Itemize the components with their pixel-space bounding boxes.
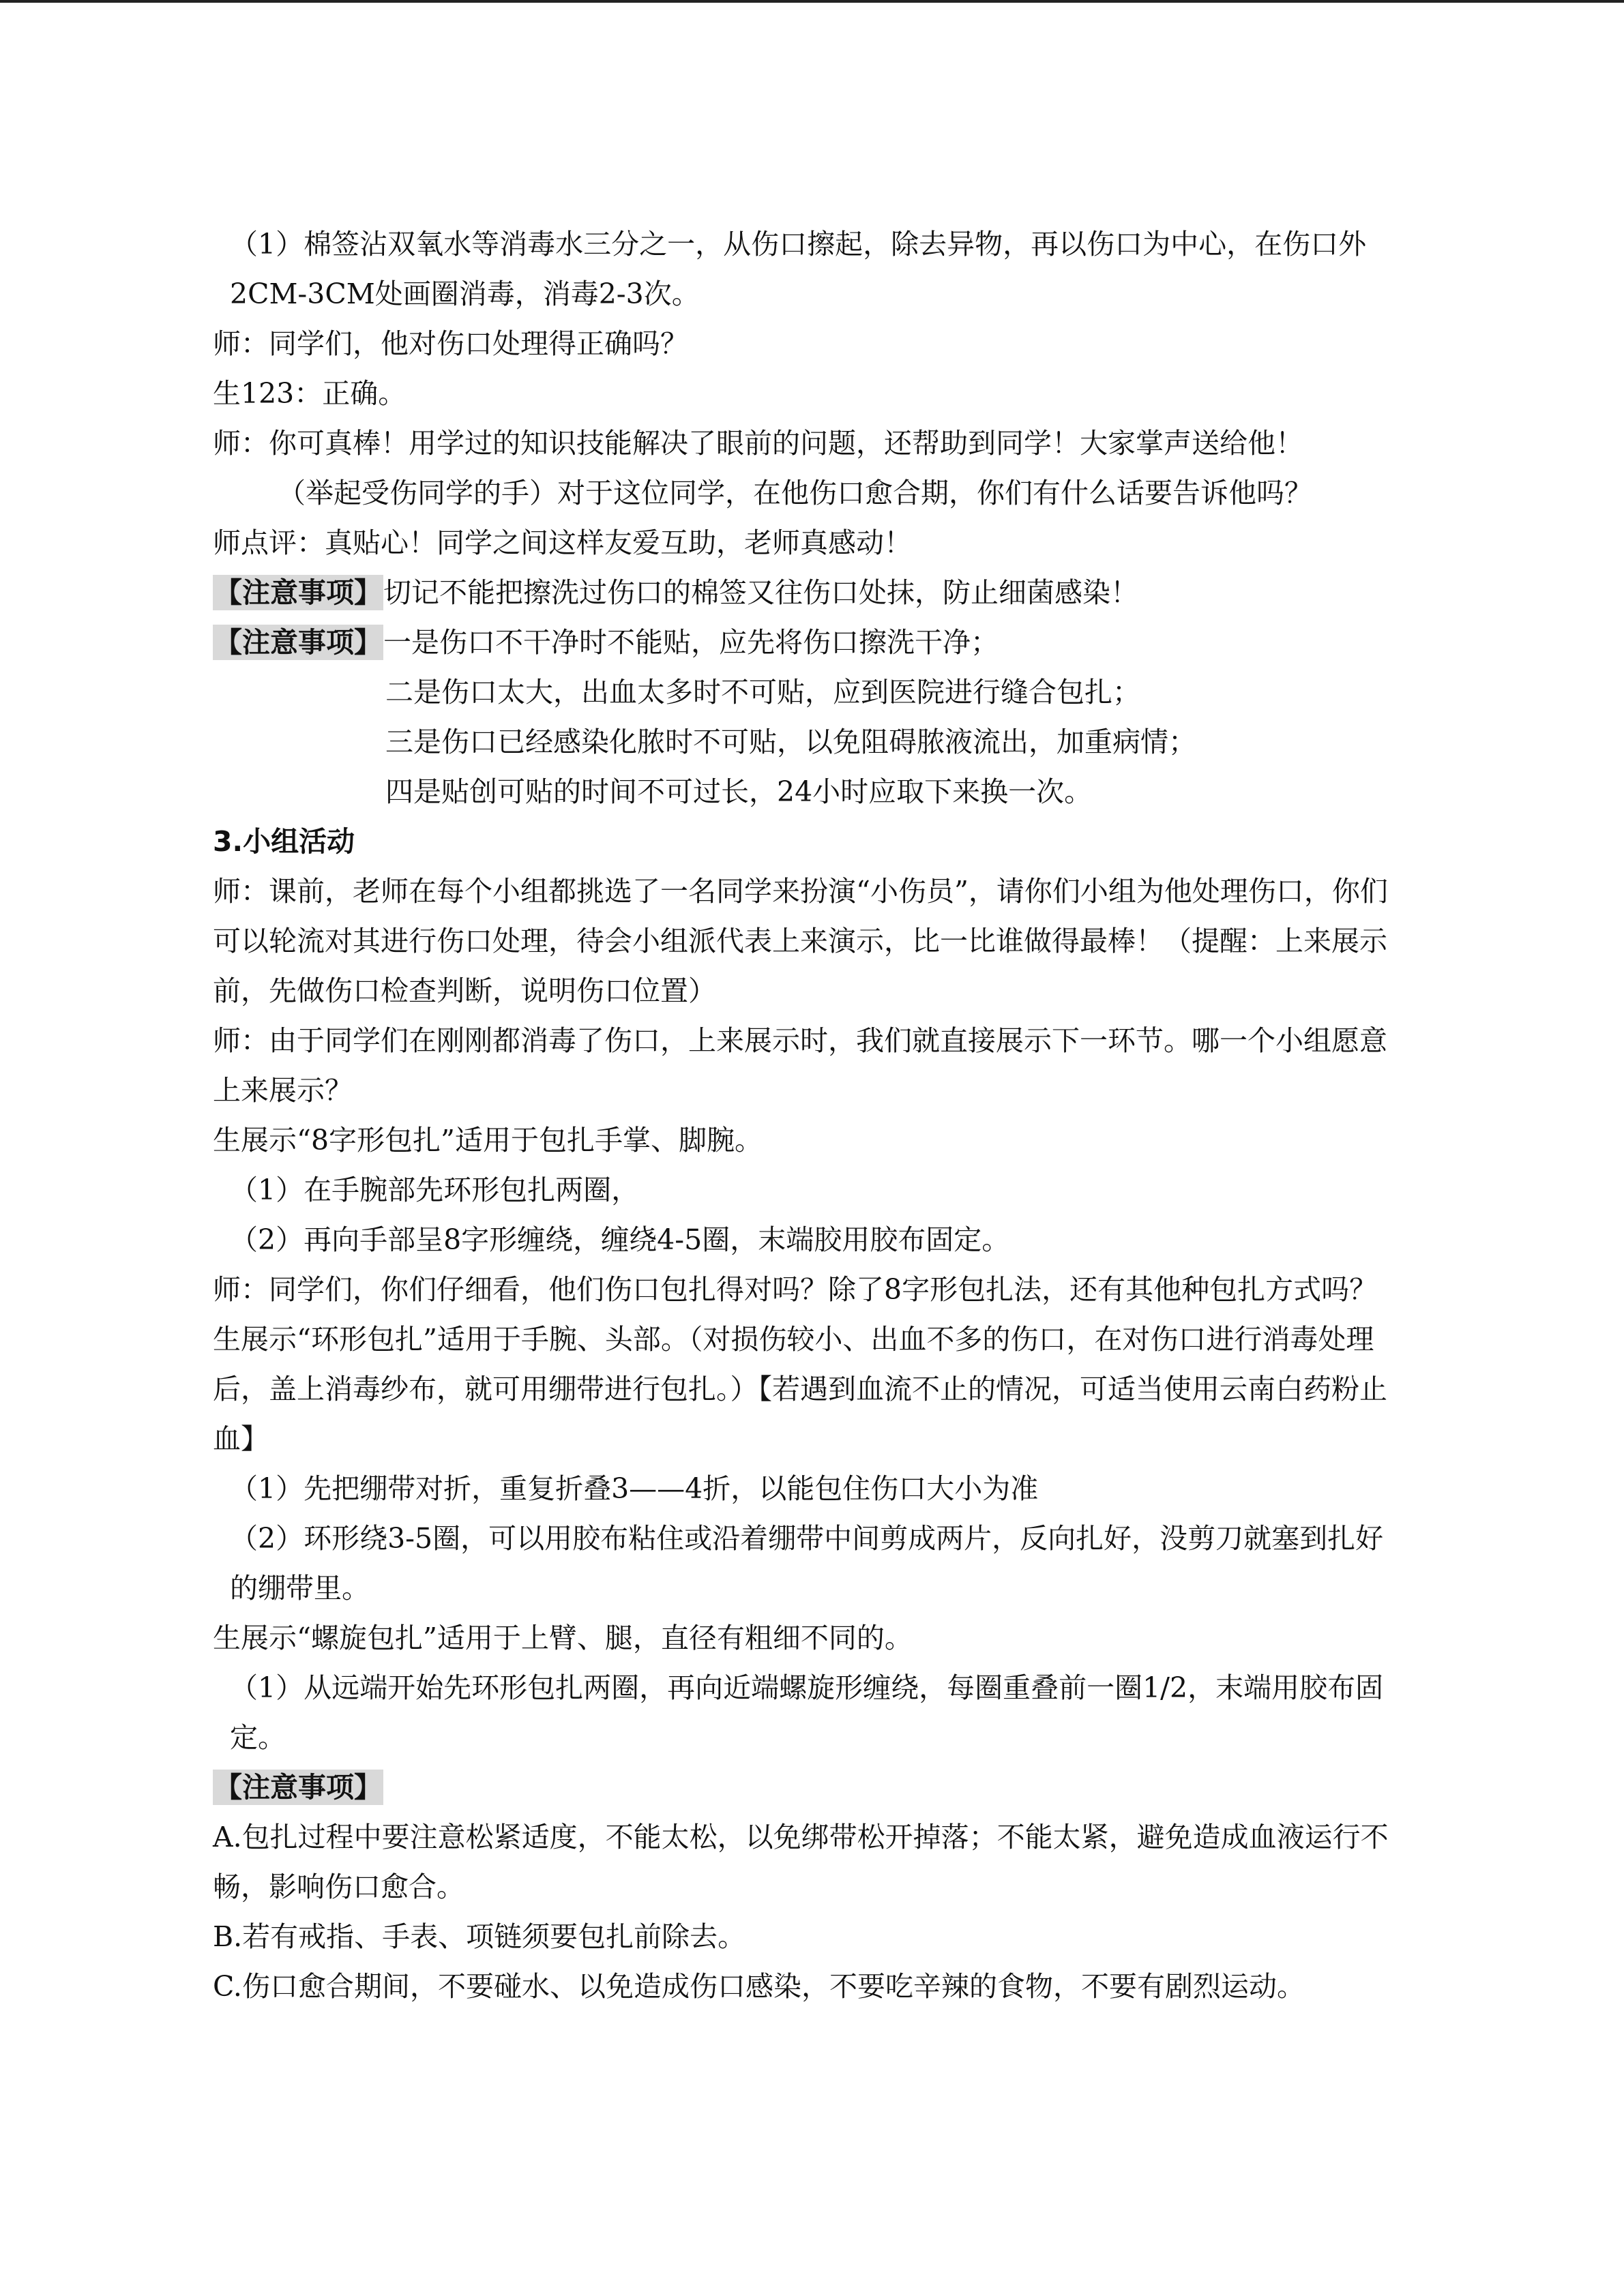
paragraph-note-a: A.包扎过程中要注意松紧适度，不能太松，以免绑带松开掉落；不能太紧，避免造成血液运行不畅，影响伤口愈合。	[213, 1821, 1389, 1903]
note-tag: 【注意事项】	[214, 1771, 382, 1804]
note-tag: 【注意事项】	[214, 576, 382, 609]
paragraph-note-b: B.若有戒指、手表、项链须要包扎前除去。	[213, 1920, 746, 1953]
paragraph-group-task: 师：课前，老师在每个小组都挑选了一名同学来扮演“小伤员”，请你们小组为他处理伤口，你们可以轮流对其进行伤口处理，待会小组派代表上来演示，比一比谁做得最棒！（提醒：上来展示前，先做伤口检查判断，说明伤口位置）	[213, 875, 1388, 1007]
document-body	[213, 220, 1403, 2012]
paragraph-spiral-step1: （1）从远端开始先环形包扎两圈，再向近端螺旋形缠绕，每圈重叠前一圈1/2，末端用胶布固定。	[230, 1671, 1384, 1754]
paragraph-circular-bandage: 生展示“环形包扎”适用于手腕、头部。（对损伤较小、出血不多的伤口，在对伤口进行消毒处理后，盖上消毒纱布，就可用绷带进行包扎。）【若遇到血流不止的情况，可适当使用云南白药粉止血】	[213, 1323, 1387, 1455]
paragraph-teacher-ask: （举起受伤同学的手）对于这位同学，在他伤口愈合期，你们有什么话要告诉他吗？	[278, 477, 1312, 509]
paragraph-teacher-question: 师：同学们，他对伤口处理得正确吗？	[213, 327, 688, 360]
paragraph-figure8-step1: （1）在手腕部先环形包扎两圈，	[230, 1174, 640, 1206]
paragraph-figure8-step2: （2）再向手部呈8字形缠绕，缠绕4-5圈，末端胶用胶布固定。	[230, 1223, 1010, 1256]
note-bandaging-heading	[213, 1763, 1403, 1813]
note-bandaid	[213, 618, 1403, 668]
paragraph-figure8-bandage: 生展示“8字形包扎”适用于包扎手掌、脚腕。	[213, 1124, 763, 1157]
paragraph-student-answer: 生123：正确。	[213, 377, 407, 410]
note-cotton-swab	[213, 568, 1403, 618]
page-top-border	[0, 0, 1624, 3]
paragraph-spiral-bandage: 生展示“螺旋包扎”适用于上臂、腿，直径有粗细不同的。	[213, 1622, 913, 1654]
section-heading: 3.小组活动	[213, 825, 355, 858]
paragraph-teacher-followup: 师：同学们，你们仔细看，他们伤口包扎得对吗？除了8字形包扎法，还有其他种包扎方式吗？	[213, 1273, 1378, 1306]
paragraph-teacher-comment: 师点评：真贴心！同学之间这样友爱互助，老师真感动！	[213, 526, 912, 559]
note-bandaid-line: 二是伤口太大，出血太多时不可贴，应到医院进行缝合包扎；	[385, 676, 1140, 709]
note-bandaid-line: 四是贴创可贴的时间不可过长，24小时应取下来换一次。	[385, 775, 1093, 808]
note-tag: 【注意事项】	[214, 626, 382, 659]
paragraph-circular-step1: （1）先把绷带对折，重复折叠3——4折，以能包住伤口大小为准	[230, 1472, 1039, 1505]
paragraph-circular-step2: （2）环形绕3-5圈，可以用胶布粘住或沿着绷带中间剪成两片，反向扎好，没剪刀就塞到扎好的绷带里。	[230, 1522, 1384, 1605]
note-text: 切记不能把擦洗过伤口的棉签又往伤口处抹，防止细菌感染！	[383, 576, 1138, 609]
note-text: 一是伤口不干净时不能贴，应先将伤口擦洗干净；	[383, 626, 999, 659]
paragraph-group-demo: 师：由于同学们在刚刚都消毒了伤口，上来展示时，我们就直接展示下一环节。哪一个小组愿意上来展示？	[213, 1024, 1387, 1107]
paragraph-disinfect-step: （1）棉签沾双氧水等消毒水三分之一，从伤口擦起，除去异物，再以伤口为中心，在伤口外2CM-3CM处画圈消毒，消毒2-3次。	[230, 228, 1367, 310]
paragraph-teacher-praise: 师：你可真棒！用学过的知识技能解决了眼前的问题，还帮助到同学！大家掌声送给他！	[213, 427, 1303, 460]
paragraph-note-c: C.伤口愈合期间，不要碰水、以免造成伤口感染，不要吃辛辣的食物，不要有剧烈运动。	[213, 1970, 1305, 2003]
note-bandaid-line: 三是伤口已经感染化脓时不可贴，以免阻碍脓液流出，加重病情；	[385, 726, 1196, 758]
